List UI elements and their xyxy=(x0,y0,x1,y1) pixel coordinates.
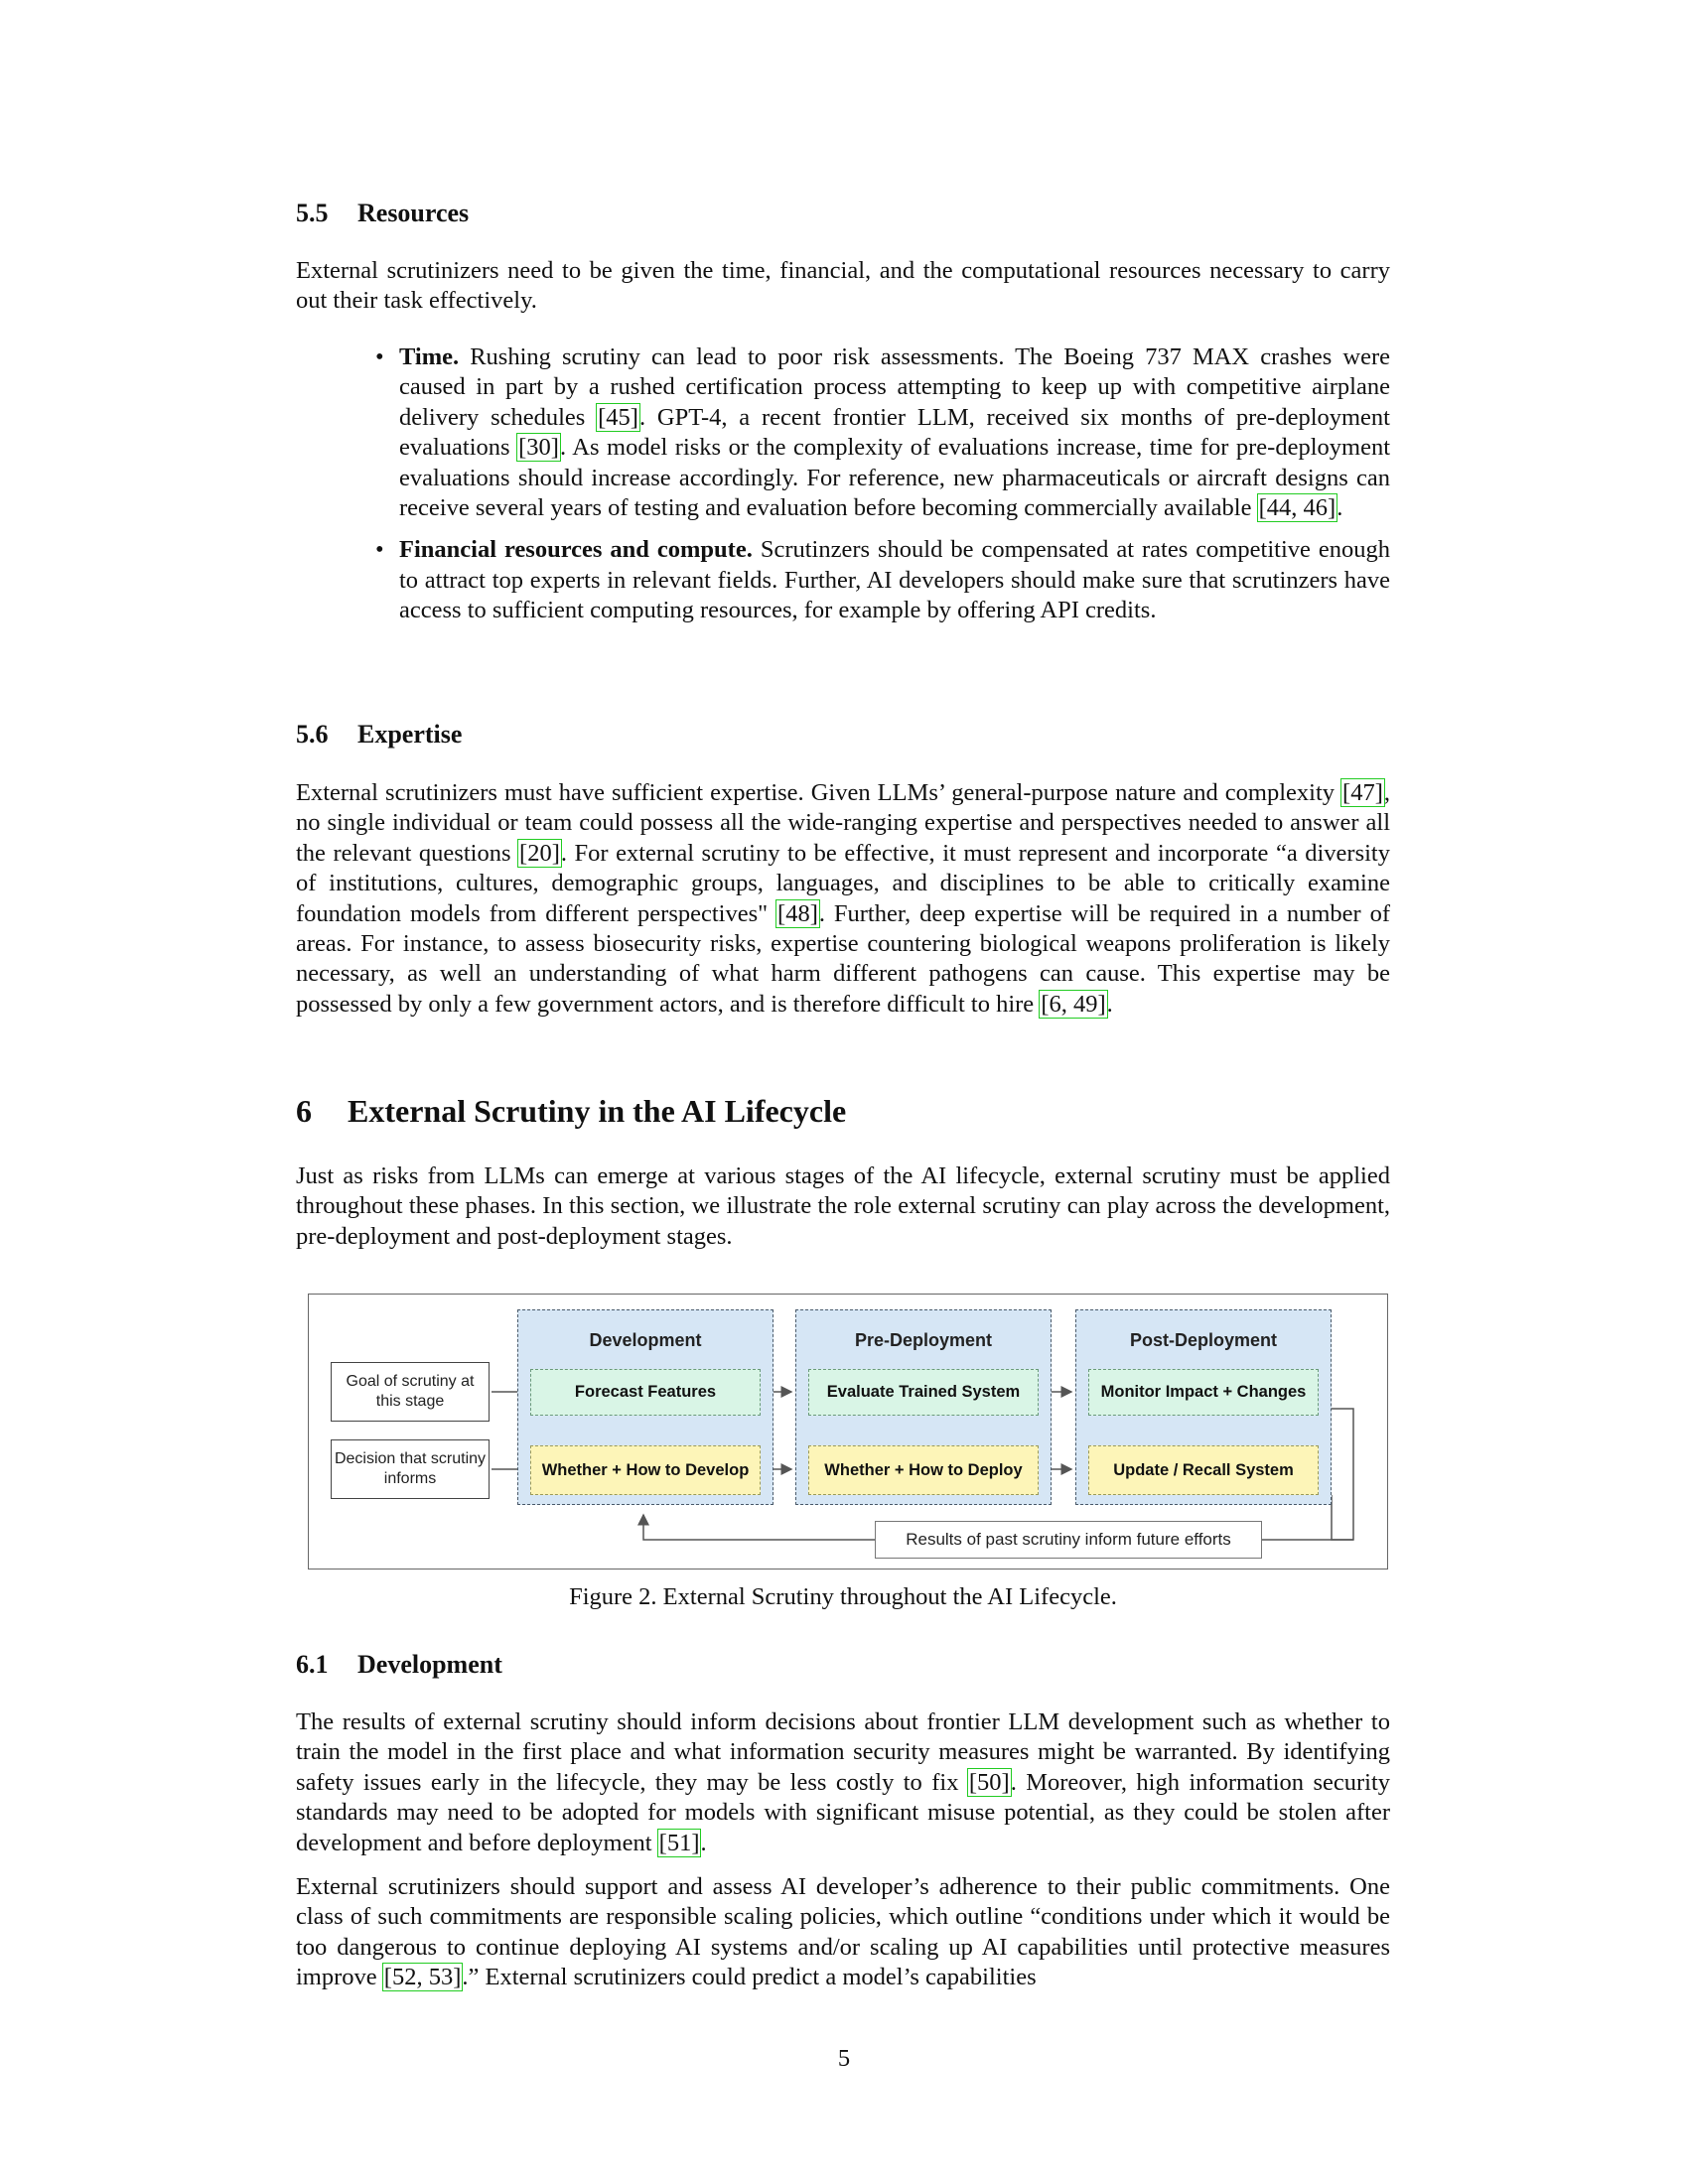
bullet-text: . GPT-4, a recent frontier LLM, received six months of pre-deployment evaluations xyxy=(399,403,1390,462)
lifecycle-figure xyxy=(308,1294,1388,1570)
text: . xyxy=(1106,990,1113,1018)
citation-link[interactable]: [20] xyxy=(519,839,560,867)
text: , no single individual or team could possess all the wide-ranging expertise and perspectives needed to answer all the relevant questions xyxy=(296,779,1390,867)
bullet-text: Scrutinzers should be compensated at rates competitive enough to attract top experts in relevant fields. Further, AI developers should make sure that scrutinzers have access to sufficient computing resources, for example by offering API credits. xyxy=(399,536,1390,624)
goal-box: Evaluate Trained System xyxy=(808,1369,1039,1416)
paragraph xyxy=(296,1872,1390,1993)
decision-box: Whether + How to Deploy xyxy=(808,1445,1039,1495)
bullet-dot: • xyxy=(375,536,384,564)
citation-link[interactable]: [52, 53] xyxy=(383,1964,462,1991)
section-6-1-paragraph-1 xyxy=(296,1707,1390,1858)
section-6-1-heading xyxy=(296,1650,1390,1680)
paragraph xyxy=(296,778,1390,1020)
bullet-text: . As model risks or the complexity of evaluations increase, time for pre-deployment evaluations should increase accordingly. For reference, new pharmaceuticals or aircraft designs can receive several years of testing and evaluation before becoming commercially available xyxy=(399,434,1391,522)
citation-link[interactable]: [50] xyxy=(968,1768,1010,1796)
stage-title: Post-Deployment xyxy=(1129,1330,1278,1350)
bullet-lead: Time. xyxy=(399,343,460,370)
section-5-6-body xyxy=(296,778,1390,1020)
row-label-decision: Decision that scrutiny informs xyxy=(331,1439,490,1499)
decision-box: Update / Recall System xyxy=(1088,1445,1319,1495)
section-title: Expertise xyxy=(357,720,463,749)
page-number: 5 xyxy=(837,2045,851,2072)
feedback-box: Results of past scrutiny inform future efforts xyxy=(875,1521,1262,1559)
section-number: 5.5 xyxy=(296,199,329,227)
citation-link[interactable]: [51] xyxy=(658,1829,700,1856)
stage-post-deployment xyxy=(1075,1309,1332,1505)
stage-development xyxy=(517,1309,774,1505)
citation-link[interactable]: [47] xyxy=(1342,779,1383,806)
section-5-6-heading xyxy=(296,720,1390,750)
section-6-1-paragraph-2 xyxy=(296,1872,1390,1993)
row-label-goal: Goal of scrutiny at this stage xyxy=(331,1362,490,1422)
bullet-text: . xyxy=(1336,494,1343,522)
resources-bullet-list xyxy=(296,342,1390,638)
goal-box: Monitor Impact + Changes xyxy=(1088,1369,1319,1416)
bullet-time xyxy=(296,342,1390,523)
feedback-line xyxy=(1332,1409,1353,1540)
stage-pre-deployment xyxy=(795,1309,1052,1505)
section-number: 6 xyxy=(296,1093,312,1129)
citation-link[interactable]: [30] xyxy=(518,434,559,462)
figure-caption: Figure 2. External Scrutiny throughout the AI Lifecycle. xyxy=(569,1583,1117,1610)
section-5-5-intro xyxy=(296,256,1390,317)
section-6-heading xyxy=(296,1092,1390,1130)
section-number: 6.1 xyxy=(296,1650,329,1679)
section-title: External Scrutiny in the AI Lifecycle xyxy=(348,1093,847,1129)
bullet-dot: • xyxy=(375,343,384,370)
section-number: 5.6 xyxy=(296,720,329,749)
text: The results of external scrutiny should inform decisions about frontier LLM development such as whether to train the model in the first place and what information security measures might be warranted. By identifying safety issues early in the lifecycle, they may be less costly to fix xyxy=(296,1708,1390,1796)
section-title: Development xyxy=(357,1650,502,1679)
text: External scrutinizers should support and assess AI developer’s adherence to their public commitments. One class of such commitments are responsible scaling policies, which outline “conditions under which it would be too dangerous to continue deploying AI systems and/or scaling up AI capabilities until protective measures improve xyxy=(296,1873,1390,1991)
goal-box: Forecast Features xyxy=(530,1369,761,1416)
section-6-intro xyxy=(296,1161,1390,1252)
text: External scrutinizers must have sufficient expertise. Given LLMs’ general-purpose nature and complexity xyxy=(296,779,1342,806)
text: . Further, deep expertise will be required in a number of areas. For instance, to assess biosecurity risks, expertise countering biological weapons proliferation is likely necessary, as well an understanding of what harm different pathogens can cause. This expertise may be possessed by only a few government actors, and is therefore difficult to hire xyxy=(296,899,1390,1018)
bullet-text: Rushing scrutiny can lead to poor risk assessments. The Boeing 737 MAX crashes were caused in part by a rushed certification process attempting to keep up with competitive airplane delivery schedules xyxy=(399,343,1390,431)
text: .” External scrutinizers could predict a model’s capabilities xyxy=(462,1964,1037,1991)
text: . For external scrutiny to be effective, it must represent and incorporate “a diversity of institutions, cultures, demographic groups, languages, and disciplines to be able to critically examine foundation models from different perspectives" xyxy=(296,839,1390,927)
paragraph: External scrutinizers need to be given the time, financial, and the computational resources necessary to carry out their task effectively. xyxy=(296,257,1390,315)
text: . Moreover, high information security standards may need to be adopted for models with significant misuse potential, as they could be stolen after development and before deployment xyxy=(296,1768,1390,1856)
stage-title: Pre-Deployment xyxy=(854,1330,993,1350)
citation-link[interactable]: [48] xyxy=(777,899,818,927)
paragraph: Just as risks from LLMs can emerge at various stages of the AI lifecycle, external scrutiny must be applied throughout these phases. In this section, we illustrate the role external scrutiny can play across the development, pre-deployment and post-deployment stages. xyxy=(296,1162,1390,1250)
stage-title: Development xyxy=(589,1330,702,1350)
section-5-5-heading xyxy=(296,199,1390,228)
section-title: Resources xyxy=(357,199,470,227)
text: . xyxy=(700,1829,707,1856)
citation-link[interactable]: [45] xyxy=(598,403,638,431)
bullet-financial xyxy=(296,535,1390,625)
decision-box: Whether + How to Develop xyxy=(530,1445,761,1495)
feedback-arrow xyxy=(643,1515,875,1540)
citation-link[interactable]: [44, 46] xyxy=(1258,494,1336,522)
paragraph xyxy=(296,1707,1390,1858)
citation-link[interactable]: [6, 49] xyxy=(1041,990,1106,1018)
bullet-lead: Financial resources and compute. xyxy=(399,536,753,564)
